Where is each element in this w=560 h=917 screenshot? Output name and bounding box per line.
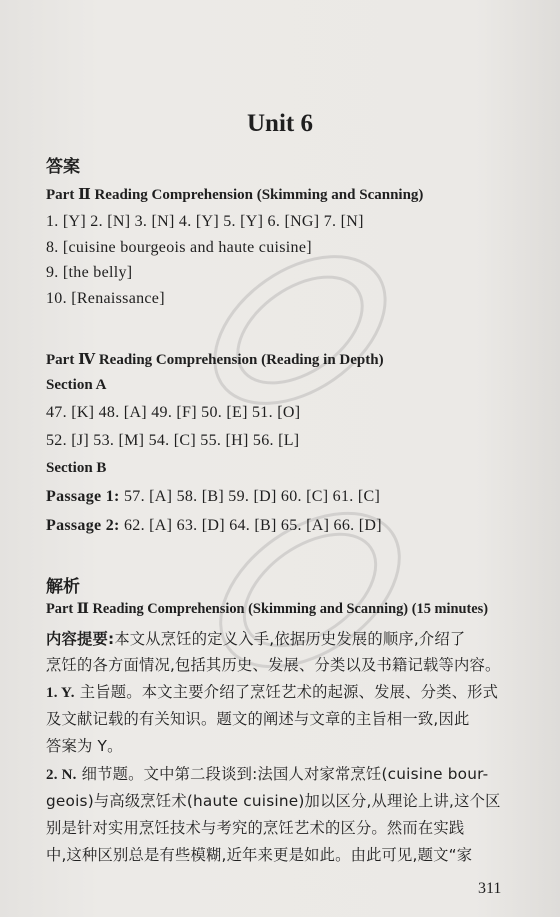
summary-label: 内容提要: <box>46 630 115 648</box>
q1-line2: 及文献记载的有关知识。题文的阐述与文章的主旨相一致,因此 <box>46 710 470 728</box>
passage1-label: Passage 1: <box>46 488 120 505</box>
part2-answer-8: 8. [cuisine bourgeois and haute cuisine] <box>46 239 312 256</box>
q2-label: 2. N. <box>46 767 77 783</box>
q1-line3: 答案为 Y。 <box>46 737 123 755</box>
q1-label: 1. Y. <box>46 685 75 701</box>
part4-heading: Part Ⅳ Reading Comprehension (Reading in Depth) <box>46 352 384 368</box>
summary-line1 <box>46 627 465 649</box>
q2-line1 <box>46 762 488 784</box>
page-number: 311 <box>478 880 502 897</box>
q2-line2: geois)与高级烹饪术(haute cuisine)加以区分,从理论上讲,这个区 <box>46 792 501 810</box>
passage2-row <box>46 517 382 535</box>
passage2-answers: 62. [A] 63. [D] 64. [B] 65. [A] 66. [D] <box>123 517 382 534</box>
analysis-part-time: (15 minutes) <box>411 601 489 617</box>
analysis-heading: 解析 <box>46 577 80 597</box>
q1-line1 <box>46 680 498 702</box>
section-a-label: Section A <box>46 377 107 393</box>
q2-text1: 细节题。文中第二段谈到:法国人对家常烹饪(cuisine bour- <box>81 765 489 783</box>
section-a-line2: 52. [J] 53. [M] 54. [C] 55. [H] 56. [L] <box>46 432 300 449</box>
summary-text1: 本文从烹饪的定义入手,依据历史发展的顺序,介绍了 <box>114 630 466 648</box>
part2-answer-9: 9. [the belly] <box>46 264 133 281</box>
passage1-answers: 57. [A] 58. [B] 59. [D] 60. [C] 61. [C] <box>123 488 381 505</box>
part2-heading: Part Ⅱ Reading Comprehension (Skimming and Scanning) <box>46 187 424 203</box>
passage1-row <box>46 488 380 506</box>
section-a-line1: 47. [K] 48. [A] 49. [F] 50. [E] 51. [O] <box>46 404 301 421</box>
summary-line2: 烹饪的各方面情况,包括其历史、发展、分类以及书籍记载等内容。 <box>46 656 501 674</box>
q2-line3: 别是针对实用烹饪技术与考究的烹饪艺术的区分。然而在实践 <box>46 819 465 837</box>
section-b-label: Section B <box>46 460 107 476</box>
q2-line4: 中,这种区别总是有些模糊,近年来更是如此。由此可见,题文“家 <box>46 846 473 864</box>
answers-heading: 答案 <box>46 157 80 177</box>
analysis-part-title: Part Ⅱ Reading Comprehension (Skimming and Scanning) <box>46 601 409 617</box>
passage2-label: Passage 2: <box>46 517 120 534</box>
part2-answers-line1: 1. [Y] 2. [N] 3. [N] 4. [Y] 5. [Y] 6. [NG] 7. [N] <box>46 213 364 230</box>
q1-text1: 主旨题。本文主要介绍了烹饪艺术的起源、发展、分类、形式 <box>79 683 499 701</box>
unit-title: Unit 6 <box>247 110 313 137</box>
analysis-part-heading <box>46 600 488 618</box>
part2-answer-10: 10. [Renaissance] <box>46 290 165 307</box>
